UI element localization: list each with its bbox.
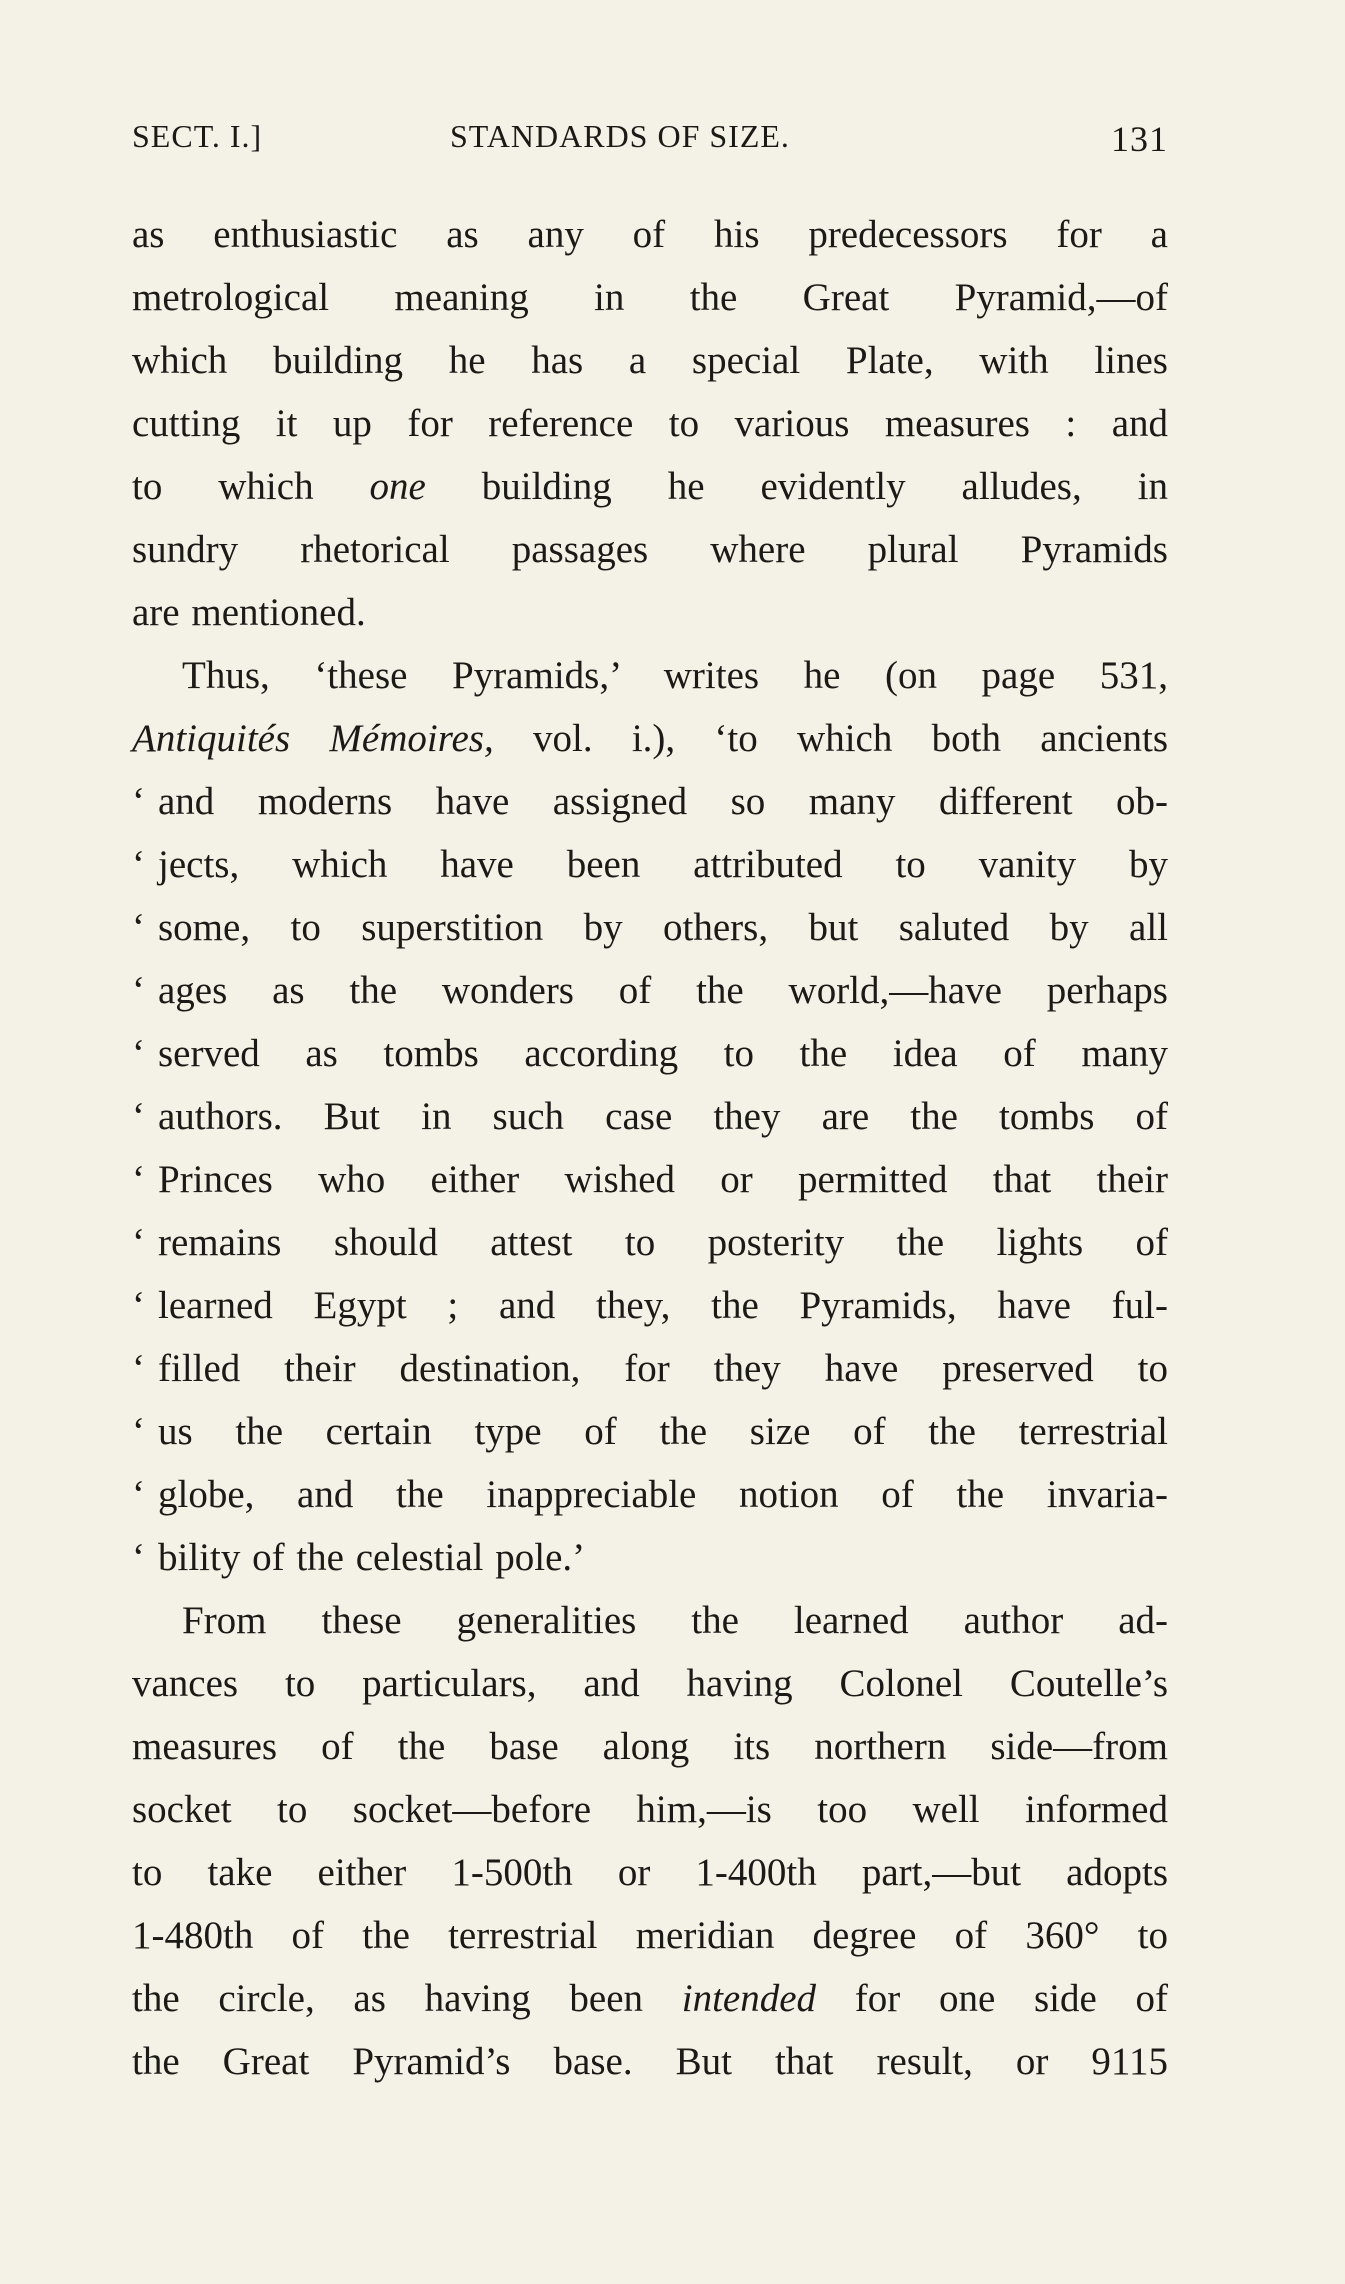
- text-line-20: ‘ us the certain type of the size of the terrestrial: [132, 1410, 1168, 1453]
- italic-title: Antiquités Mémoires,: [132, 717, 494, 760]
- text-line-4: cutting it up for reference to various measures : and: [132, 402, 1168, 445]
- text-line-7: are mentioned.: [132, 591, 366, 634]
- text-line-28: 1-480th of the terrestrial meridian degree of 360° to: [132, 1914, 1168, 1957]
- text-line-8: Thus, ‘these Pyramids,’ writes he (on page 531,: [182, 654, 1168, 697]
- text-line-26: socket to socket—before him,—is too well informed: [132, 1788, 1168, 1831]
- text-line-24: vances to particulars, and having Colonel Coutelle’s: [132, 1662, 1168, 1705]
- text-line-3: which building he has a special Plate, with lines: [132, 339, 1168, 382]
- text-line-21: ‘ globe, and the inappreciable notion of the invaria-: [132, 1473, 1168, 1516]
- page-number: 131: [1111, 119, 1168, 159]
- text-line-18: ‘ learned Egypt ; and they, the Pyramids, have ful-: [132, 1284, 1168, 1327]
- text-line-19: ‘ filled their destination, for they have preserved to: [132, 1347, 1168, 1390]
- text-line-12: ‘ some, to superstition by others, but saluted by all: [132, 906, 1168, 949]
- text-line-16: ‘ Princes who either wished or permitted that their: [132, 1158, 1168, 1201]
- italic-word: one: [369, 465, 426, 508]
- text-line-30: the Great Pyramid’s base. But that result, or 9115: [132, 2040, 1168, 2083]
- text-line-27: to take either 1-500th or 1-400th part,—but adopts: [132, 1851, 1168, 1894]
- text-line-2: metrological meaning in the Great Pyramid,—of: [132, 276, 1168, 319]
- text-line-29: the circle, as having been intended for one side of: [132, 1977, 1168, 2020]
- body-text: [132, 203, 1168, 2093]
- text-line-13: ‘ ages as the wonders of the world,—have perhaps: [132, 969, 1168, 1012]
- running-title: STANDARDS OF SIZE.: [450, 118, 790, 154]
- text-line-25: measures of the base along its northern side—from: [132, 1725, 1168, 1768]
- text-line-5: to which one building he evidently alludes, in: [132, 465, 1168, 508]
- text-line-17: ‘ remains should attest to posterity the lights of: [132, 1221, 1168, 1264]
- italic-word: intended: [681, 1977, 817, 2020]
- text-line-11: ‘ jects, which have been attributed to vanity by: [132, 843, 1168, 886]
- text-line-23: From these generalities the learned author ad-: [182, 1599, 1168, 1642]
- text-line-15: ‘ authors. But in such case they are the tombs of: [132, 1095, 1168, 1138]
- text-line-9: Antiquités Mémoires, vol. i.), ‘to which both ancients: [132, 717, 1169, 760]
- text-line-1: as enthusiastic as any of his predecessors for a: [132, 213, 1168, 256]
- text-line-14: ‘ served as tombs according to the idea of many: [132, 1032, 1168, 1075]
- text-line-22: ‘ bility of the celestial pole.’: [132, 1536, 586, 1579]
- text-line-6: sundry rhetorical passages where plural Pyramids: [132, 528, 1168, 571]
- text-line-10: ‘ and moderns have assigned so many different ob-: [132, 780, 1168, 823]
- section-label: SECT. I.]: [132, 118, 263, 154]
- running-header: [132, 118, 1168, 166]
